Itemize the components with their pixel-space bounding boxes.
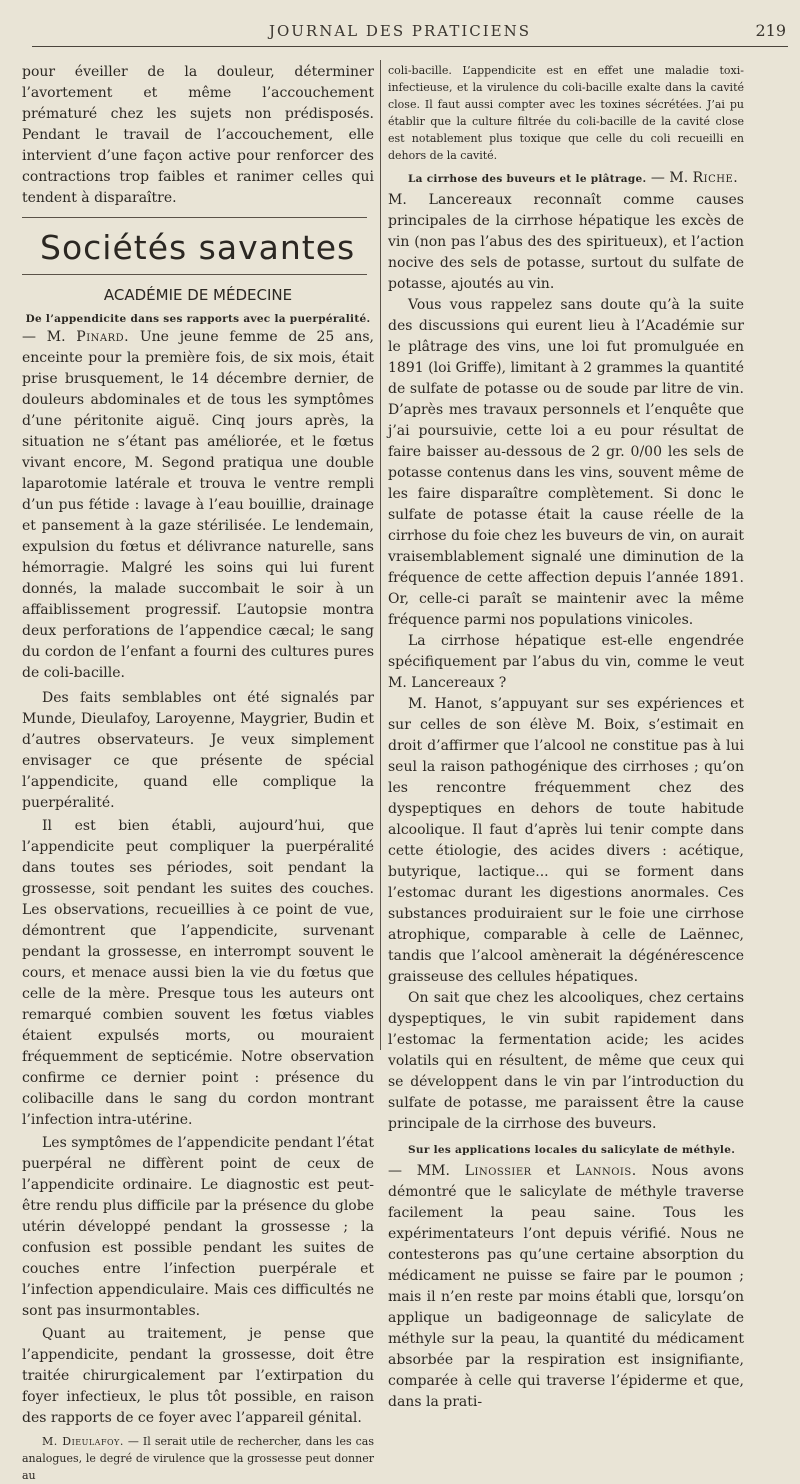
article-1-paragraph-2: Des faits semblables ont été signalés par Munde, Dieulafoy, Laroyenne, Maygrier, Budin et d’autres observateurs. Je veux simplement envisager ce que présente de spécial l’appendicite, quand elle complique la puerpéralité. [22, 690, 374, 811]
continuation-paragraph: coli-bacille. L’appendicite est en effet une maladie toxi-infectieuse, et la virulence du coli-bacille exalte dans la cavité close. Il faut aussi compter avec les toxines sécrétées. J’ai pu établir que la culture filtrée du coli-bacille de la cavité close est notablement plus toxique que celle du coli recueilli en dehors de la cavité. [388, 64, 744, 162]
article-3-and: et [531, 1163, 576, 1179]
article-1-dash: — M. [22, 329, 77, 345]
article-3-dash: — MM. [388, 1163, 465, 1179]
article-1-author: Pinard. [76, 329, 130, 345]
article-3-paragraph-1 [388, 1161, 744, 1413]
academy-heading: ACADÉMIE DE MÉDECINE [103, 286, 293, 304]
column-divider [380, 60, 381, 1050]
article-2-paragraph-0: M. Lancereaux reconnaît comme causes principales de la cirrhose hépatique les excès de vin (non pas l’abus des des spiritueux), et l’action nocive des sels de potasse, surtout du sulfate de potasse, ajoutés au vin. [388, 192, 744, 292]
article-2-heading [388, 168, 744, 190]
section-title: Sociétés savantes [40, 228, 356, 267]
article-1-paragraph-5: Quant au traitement, je pense que l’appendicite, pendant la grossesse, doit être traitée chirurgicalement par l’extirpation du foyer infectieux, le plus tôt possible, en raison des rapports de ce foyer avec l’appareil génital. [22, 1326, 374, 1426]
running-title: JOURNAL DES PRATICIENS [268, 22, 532, 40]
article-2-dash: — M. [646, 170, 693, 186]
article-2-paragraph-1: Vous vous rappelez sans doute qu’à la suite des discussions qui eurent lieu à l’Académie sur le plâtrage des vins, une loi fut promulguée en 1891 (loi Griffe), limitant à 2 grammes la quantité de sulfate de potasse ou de soude par litre de vin. D’après mes travaux personnels et l’enquête que j’ai poursuivie, cette loi a eu pour résultat de faire baisser au-dessous de 2 gr. 0/00 les sels de potasse contenus dans les vins, souvent même de les faire disparaître complètement. Si donc le sulfate de potasse était la cause réelle de la cirrhose du foie chez les buveurs de vin, on aurait vraisemblablement signalé une diminution de la fréquence de cette affection depuis l’année 1891. Or, celle-ci paraît se maintenir avec la même fréquence parmi nos populations vinicoles. [388, 297, 744, 628]
article-1-rubric: De l’appendicite dans ses rapports avec la puerpéralité. [25, 313, 371, 325]
article-1-note [22, 1433, 374, 1484]
header-rule [32, 46, 788, 47]
article-3-heading [388, 1139, 744, 1161]
article-2-paragraph-3: M. Hanot, s’appuyant sur ses expériences et sur celles de son élève M. Boix, s’estimait en droit d’affirmer que l’alcool ne constitue pas à lui seul la raison pathogénique des cirrhoses ; qu’on les rencontre fréquemment chez des dyspeptiques en dehors de toute habitude alcoolique. Il faut d’après lui tenir compte dans cette étiologie, des acides divers : acétique, butyrique, lactique... qui se forment dans l’estomac durant les digestions anormales. Ces substances produiraient sur le foie une cirrhose atrophique, comparable à celle de Laënnec, tandis que l’alcool amènerait la dégénérescence graisseuse des cellules hépatiques. [388, 696, 744, 985]
article-3-text-1: Nous avons démontré que le salicylate de méthyle traverse facilement la peau saine. Tous les expérimentateurs l’ont depuis vérifié. Nous ne contesterons pas qu’une certaine absorption du médicament ne puisse se faire par le poumon ; mais il n’en reste par moins établi que, lorsqu’on applique un badigeonnage de salicylate de méthyle sur la peau, la quantité du médicament absorbée par la respiration est insignifiante, comparée à celle qui traverse l’épiderme et que, dans la prati- [388, 1163, 744, 1410]
section-rule-top [22, 217, 367, 218]
article-2-rubric: La cirrhose des buveurs et le plâtrage. [408, 173, 647, 185]
article-1-text-1: Une jeune femme de 25 ans, enceinte pour la première fois, de six mois, était prise brusquement, le 14 décembre dernier, de douleurs abdominales et de tous les symptômes d’une péritonite aiguë. Cinq jours après, la situation ne s’étant pas améliorée, et le fœtus vivant encore, M. Segond pratiqua une double laparotomie latérale et trouva le ventre rempli d’un pus fétide : lavage à l’eau bouillie, drainage et pansement à la gaze stérilisée. Le lendemain, expulsion du fœtus et délivrance naturelle, sans hémorragie. Malgré les soins qui lui furent donnés, la malade succombait le soir à un affaiblissement progressif. L’autopsie montra deux perforations de l’appendice cæcal; le sang du cordon de l’enfant a fourni des cultures pures de coli-bacille. [22, 329, 375, 681]
article-2-author: Riche. [692, 170, 739, 186]
left-column [22, 62, 374, 1484]
intro-paragraph: pour éveiller de la douleur, déterminer l’avortement et même l’accouchement prématuré chez les sujets non prédisposés. Pendant le travail de l’accouchement, elle intervient d’une façon active pour renforcer des contractions trop faibles et ranimer celles qui tendent à disparaître. [22, 64, 374, 206]
article-2-paragraph-4: On sait que chez les alcooliques, chez certains dyspeptiques, le vin subit rapidement dans l’estomac la fermentation acide; les acides volatils qui en résultent, de même que ceux qui se développent dans le vin par l’introduction du sulfate de potasse, me paraissent être la cause principale de la cirrhose des buveurs. [388, 990, 744, 1132]
article-3-author-2: Lannois. [575, 1163, 637, 1179]
article-1-rubric-line [22, 311, 374, 327]
article-2-paragraph-2: La cirrhose hépatique est-elle engendrée spécifiquement par l’abus du vin, comme le veut M. Lancereaux ? [388, 633, 744, 691]
article-1-paragraph-4: Les symptômes de l’appendicite pendant l’état puerpéral ne diffèrent point de ceux de l’appendicite ordinaire. Le diagnostic est peut-être rendu plus difficile par la présence du globe utérin développé pendant la grossesse ; la confusion est possible pendant les suites de couches entre l’infection puerpérale et l’infection appendiculaire. Mais ces difficultés ne sont pas insurmontables. [22, 1135, 374, 1319]
article-3-author-1: Linossier [464, 1163, 532, 1179]
right-column [388, 62, 744, 1413]
page-number: 219 [755, 21, 786, 40]
section-rule-bottom [22, 274, 367, 275]
article-1-note-author: M. Dieulafoy. [42, 1435, 124, 1448]
article-3-rubric: Sur les applications locales du salicylate de méthyle. [408, 1144, 736, 1156]
article-1-note-text: — Il serait utile de rechercher, dans les cas analogues, le degré de virulence que la grossesse peut donner au [22, 1435, 375, 1482]
article-1-paragraph-3: Il est bien établi, aujourd’hui, que l’appendicite peut compliquer la puerpéralité dans toutes ses périodes, soit pendant la grossesse, soit pendant les suites des couches. Les observations, recueillies à ce point de vue, démontrent que l’appendicite, survenant pendant la grossesse, en interrompt souvent le cours, et menace aussi bien la vie du fœtus que celle de la mère. Presque tous les auteurs ont remarqué combien souvent les fœtus viables étaient expulsés morts, ou mouraient fréquemment de septicémie. Notre observation confirme ce dernier point : présence du colibacille dans le sang du cordon montrant l’infection intra-utérine. [22, 818, 374, 1128]
article-1-paragraph-1 [22, 327, 374, 684]
